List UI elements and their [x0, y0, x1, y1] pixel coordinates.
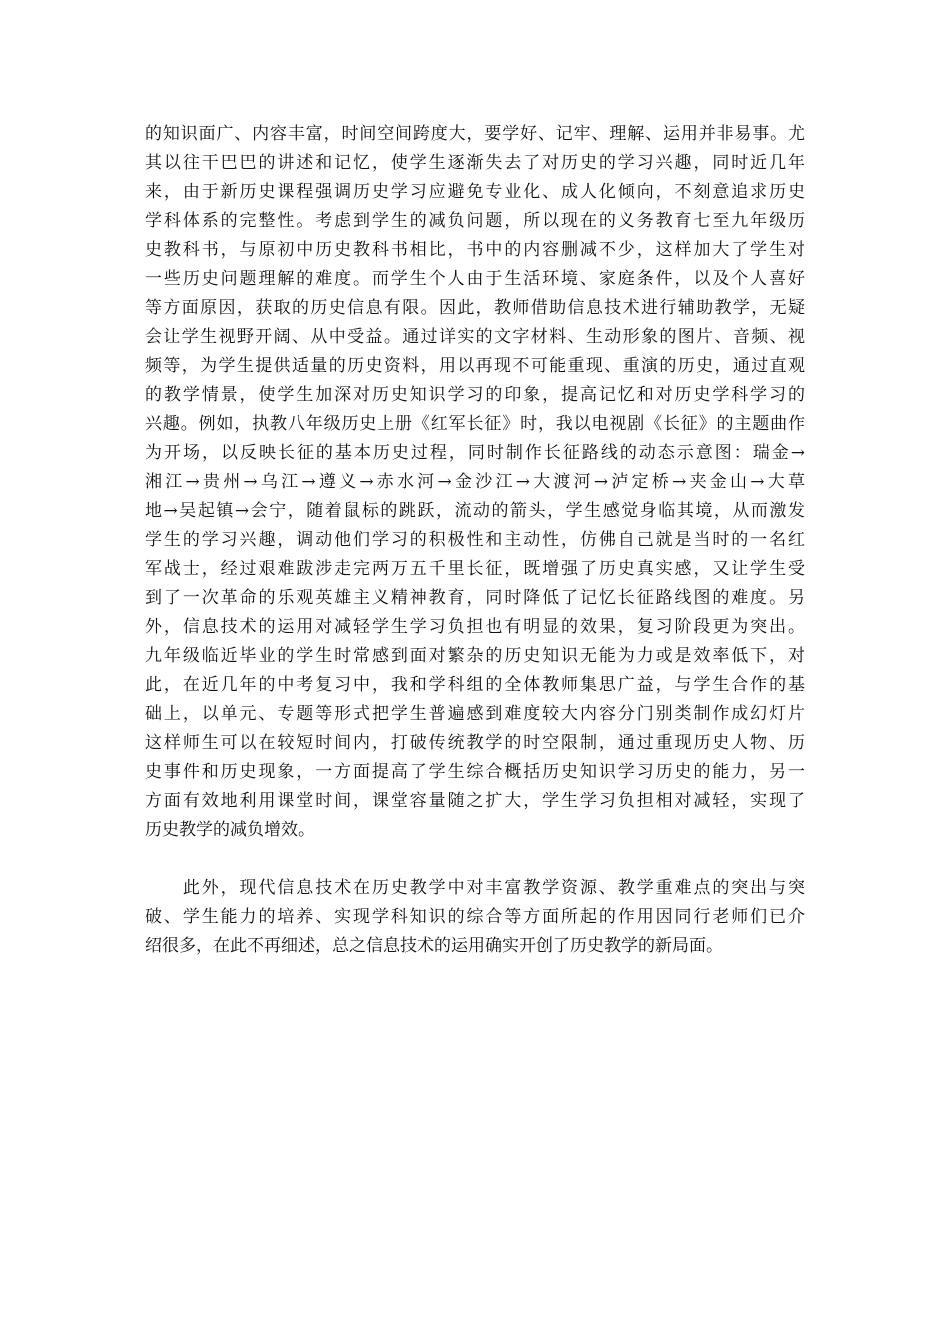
text-line: 历史教学的减负增效。: [145, 820, 315, 840]
text-line: 来，由于新历史课程强调历史学习应避免专业化、成人化倾向，不刻意追求历史: [145, 182, 805, 202]
text-line: 为开场，以反映长征的基本历史过程，同时制作长征路线的动态示意图：瑞金→: [145, 443, 805, 463]
text-line: 的教学情景，使学生加深对历史知识学习的印象，提高记忆和对历史学科学习的: [145, 385, 805, 405]
paragraph-2: [145, 874, 805, 961]
text-line: 地→吴起镇→会宁，随着鼠标的跳跃，流动的箭头，学生感觉身临其境，从而激发: [145, 501, 805, 521]
text-line: 一些历史问题理解的难度。而学生个人由于生活环境、家庭条件，以及个人喜好: [145, 269, 805, 289]
paragraph-spacer: [145, 845, 805, 874]
text-line: 学生的学习兴趣，调动他们学习的积极性和主动性，仿佛自己就是当时的一名红: [145, 530, 805, 550]
text-line: 此，在近几年的中考复习中，我和学科组的全体教师集思广益，与学生合作的基: [145, 675, 805, 695]
text-line: 史事件和历史现象，一方面提高了学生综合概括历史知识学习历史的能力，另一: [145, 762, 805, 782]
text-line: 此外，现代信息技术在历史教学中对丰富教学资源、教学重难点的突出与突: [145, 878, 805, 898]
text-line: 方面有效地利用课堂时间，课堂容量随之扩大，学生学习负担相对减轻，实现了: [145, 791, 805, 811]
text-line: 学科体系的完整性。考虑到学生的减负问题，所以现在的义务教育七至九年级历: [145, 211, 805, 231]
paragraph-1: [145, 120, 805, 845]
text-line: 绍很多，在此不再细述，总之信息技术的运用确实开创了历史教学的新局面。: [145, 936, 723, 956]
text-line: 破、学生能力的培养、实现学科知识的综合等方面所起的作用因同行老师们已介: [145, 907, 805, 927]
text-line: 到了一次革命的乐观英雄主义精神教育，同时降低了记忆长征路线图的难度。另: [145, 588, 805, 608]
text-line: 的知识面广、内容丰富，时间空间跨度大，要学好、记牢、理解、运用并非易事。尤: [145, 124, 805, 144]
document-body: [145, 120, 805, 961]
text-line: 这样师生可以在较短时间内，打破传统教学的时空限制，通过重现历史人物、历: [145, 733, 805, 753]
text-line: 湘江→贵州→乌江→遵义→赤水河→金沙江→大渡河→泸定桥→夹金山→大草: [145, 472, 805, 492]
text-line: 等方面原因，获取的历史信息有限。因此，教师借助信息技术进行辅助教学，无疑: [145, 298, 805, 318]
text-line: 兴趣。例如，执教八年级历史上册《红军长征》时，我以电视剧《长征》的主题曲作: [145, 414, 805, 434]
text-line: 础上，以单元、专题等形式把学生普遍感到难度较大内容分门别类制作成幻灯片: [145, 704, 805, 724]
text-line: 外，信息技术的运用对减轻学生学习负担也有明显的效果，复习阶段更为突出。: [145, 617, 805, 637]
text-line: 九年级临近毕业的学生时常感到面对繁杂的历史知识无能为力或是效率低下，对: [145, 646, 805, 666]
text-line: 频等，为学生提供适量的历史资料，用以再现不可能重现、重演的历史，通过直观: [145, 356, 805, 376]
text-line: 其以往干巴巴的讲述和记忆，使学生逐渐失去了对历史的学习兴趣，同时近几年: [145, 153, 805, 173]
text-line: 史教科书，与原初中历史教科书相比，书中的内容删减不少，这样加大了学生对: [145, 240, 805, 260]
text-line: 会让学生视野开阔、从中受益。通过详实的文字材料、生动形象的图片、音频、视: [145, 327, 805, 347]
text-line: 军战士，经过艰难跋涉走完两万五千里长征，既增强了历史真实感，又让学生受: [145, 559, 805, 579]
